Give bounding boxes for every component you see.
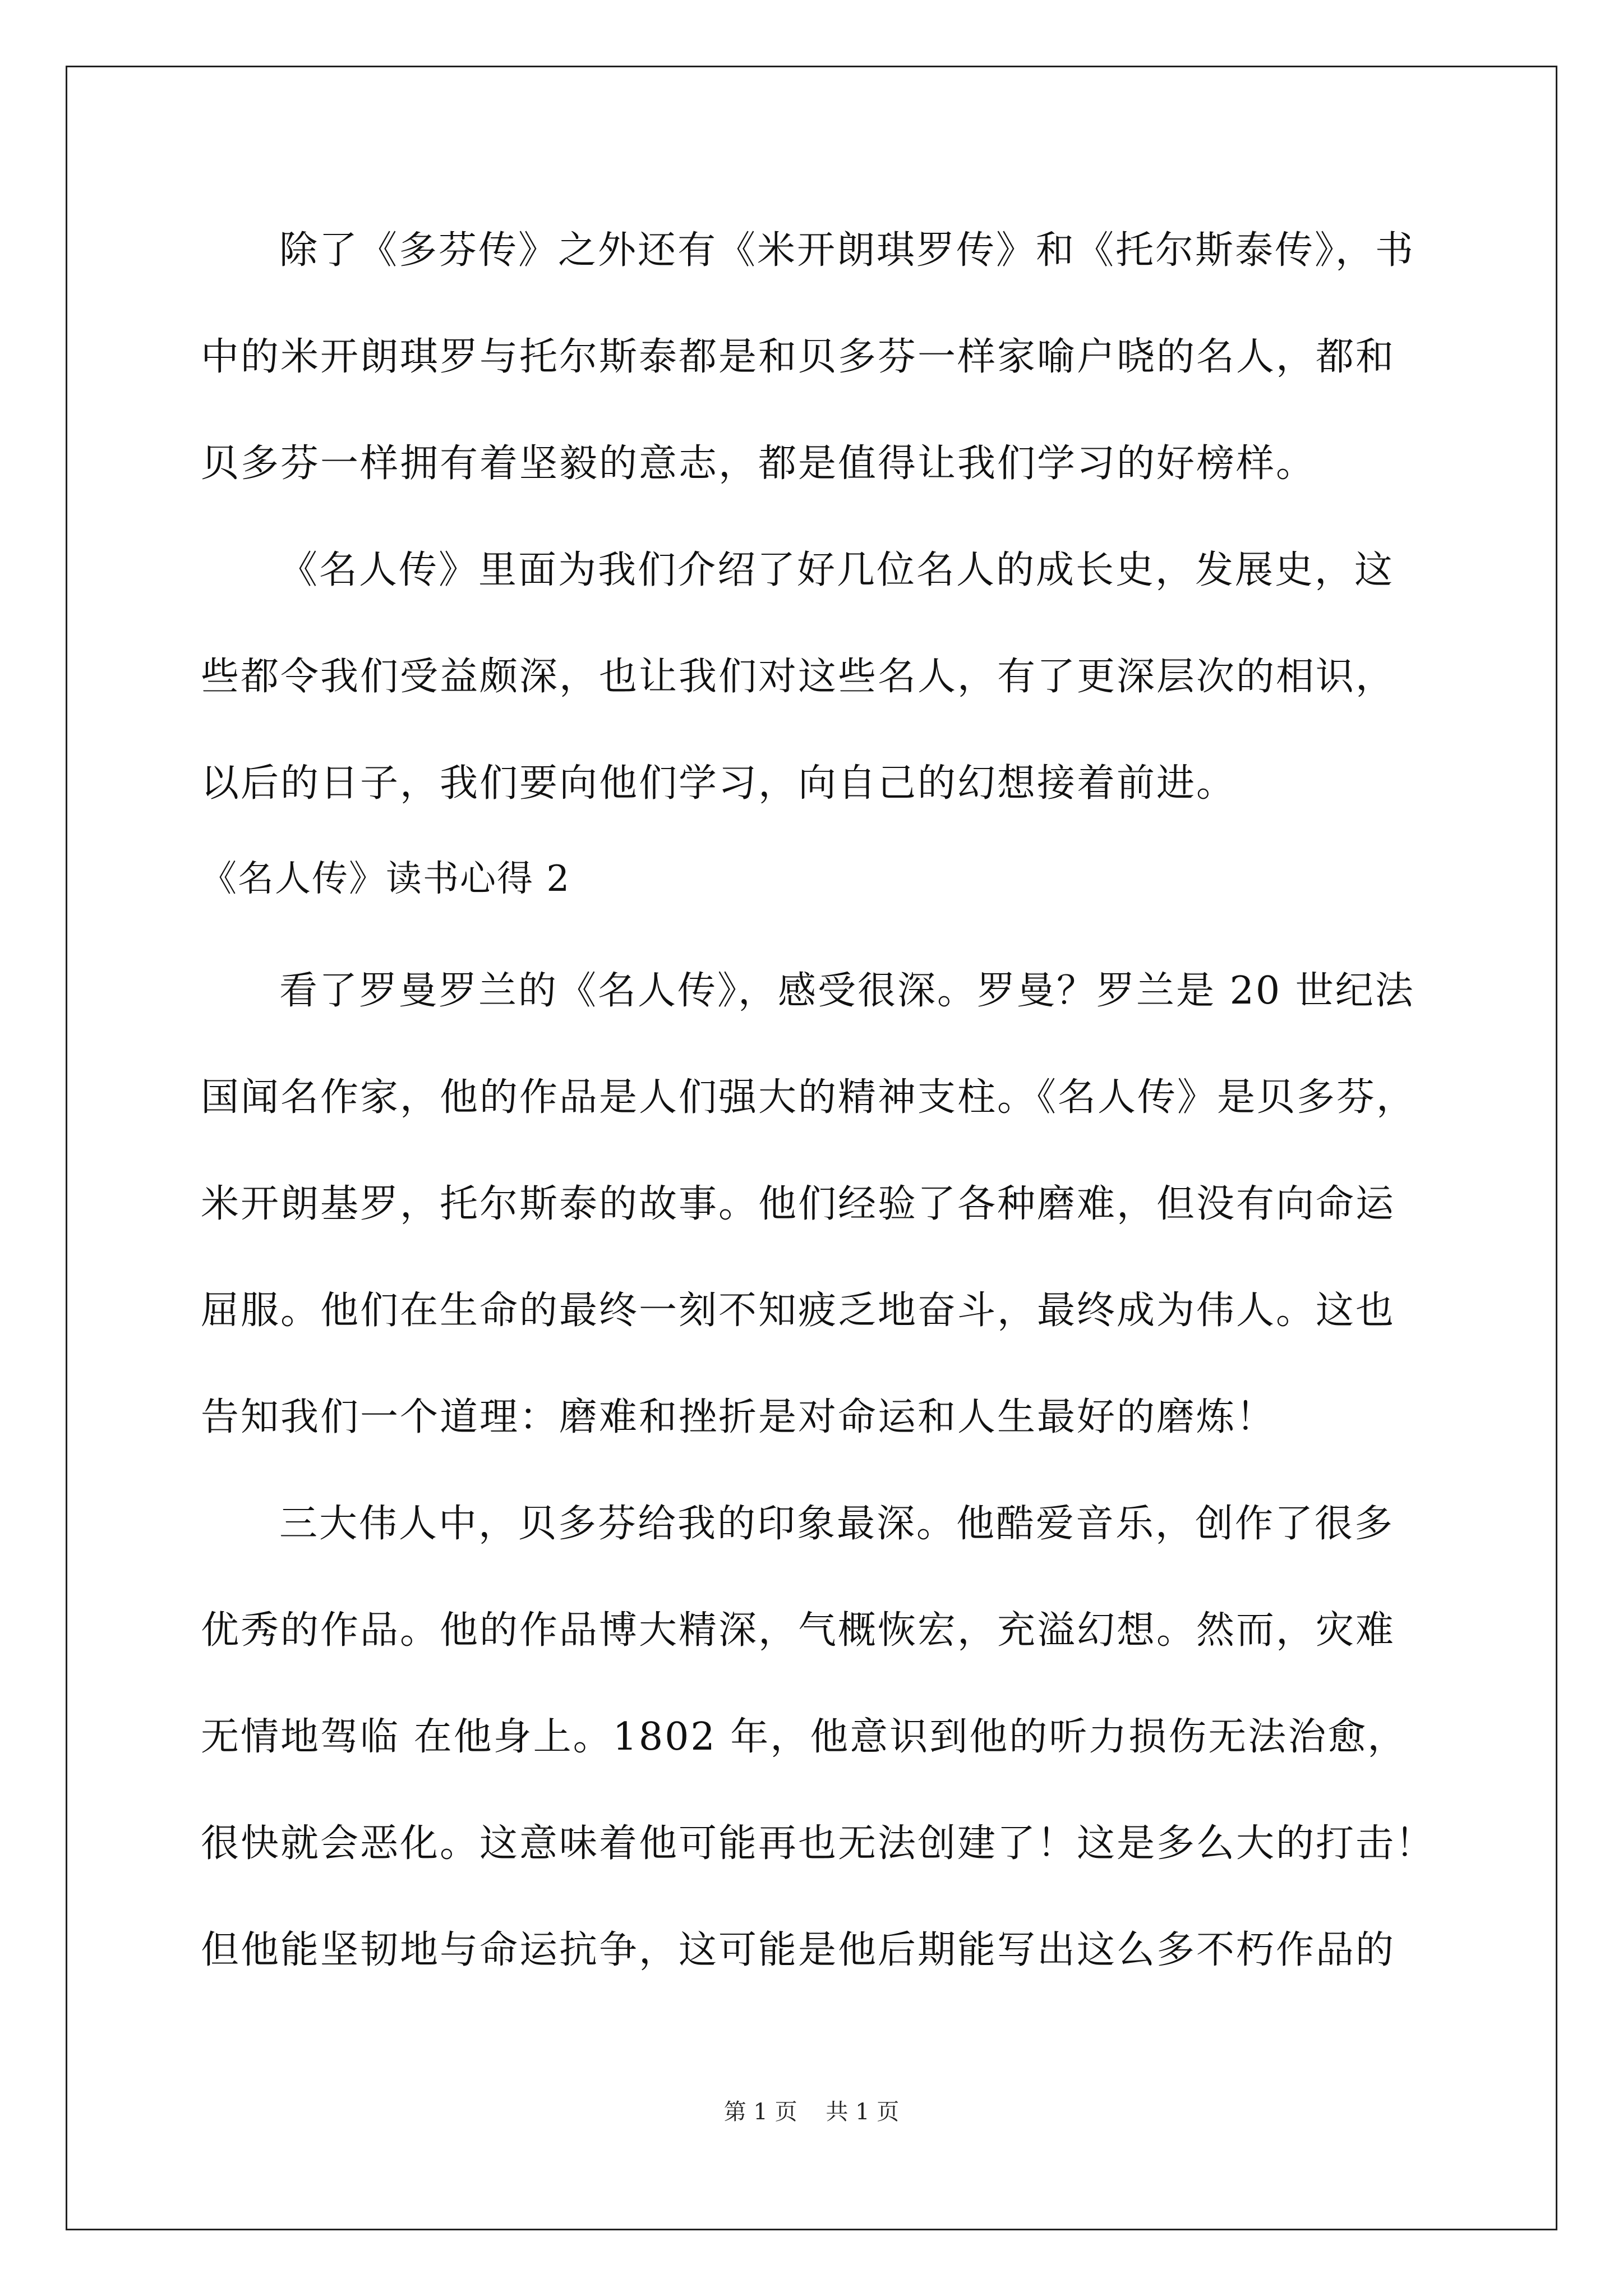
paragraph-4-line-4: 很快就会恶化。这意味着他可能再也无法创建了！这是多么大的打击！ [201, 1821, 1436, 1866]
paragraph-2-line-1: 《名人传》里面为我们介绍了好几位名人的成长史，发展史，这 [279, 548, 1395, 592]
paragraph-3-line-5: 告知我们一个道理：磨难和挫折是对命运和人生最好的磨炼！ [201, 1395, 1276, 1439]
paragraph-4-line-3: 无情地驾临 在他身上。1802 年，他意识到他的听力损伤无法治愈， [201, 1715, 1408, 1759]
paragraph-3-line-4: 屈服。他们在生命的最终一刻不知疲乏地奋斗，最终成为伟人。这也 [201, 1289, 1396, 1333]
paragraph-4-line-2: 优秀的作品。他的作品博大精深，气概恢宏，充溢幻想。然而，灾难 [201, 1608, 1396, 1653]
paragraph-4-line-5: 但他能坚韧地与命运抗争，这可能是他后期能写出这么多不朽作品的 [201, 1928, 1396, 1972]
page-footer: 第 1 页 共 1 页 [723, 2099, 900, 2125]
paragraph-4-line-1: 三大伟人中，贝多芬给我的印象最深。他酷爱音乐，创作了很多 [279, 1502, 1395, 1546]
paragraph-1-line-3: 贝多芬一样拥有着坚毅的意志，都是值得让我们学习的好榜样。 [201, 441, 1316, 486]
paragraph-2-line-3: 以后的日子，我们要向他们学习，向自己的幻想接着前进。 [201, 761, 1237, 806]
paragraph-1-line-1: 除了《多芬传》之外还有《米开朗琪罗传》和《托尔斯泰传》，书 [279, 228, 1415, 273]
paragraph-2-line-2: 些都令我们受益颇深，也让我们对这些名人，有了更深层次的相识， [201, 655, 1396, 699]
paragraph-3-line-1: 看了罗曼罗兰的《名人传》，感受很深。罗曼？罗兰是 20 世纪法 [279, 969, 1415, 1013]
paragraph-3-line-3: 米开朗基罗，托尔斯泰的故事。他们经验了各种磨难，但没有向命运 [201, 1182, 1396, 1226]
section-heading: 《名人传》读书心得 2 [201, 858, 571, 900]
paragraph-3-line-2: 国闻名作家，他的作品是人们强大的精神支柱。《名人传》是贝多芬， [201, 1075, 1417, 1120]
page-border [66, 66, 1557, 2230]
paragraph-1-line-2: 中的米开朗琪罗与托尔斯泰都是和贝多芬一样家喻户晓的名人，都和 [201, 335, 1396, 379]
